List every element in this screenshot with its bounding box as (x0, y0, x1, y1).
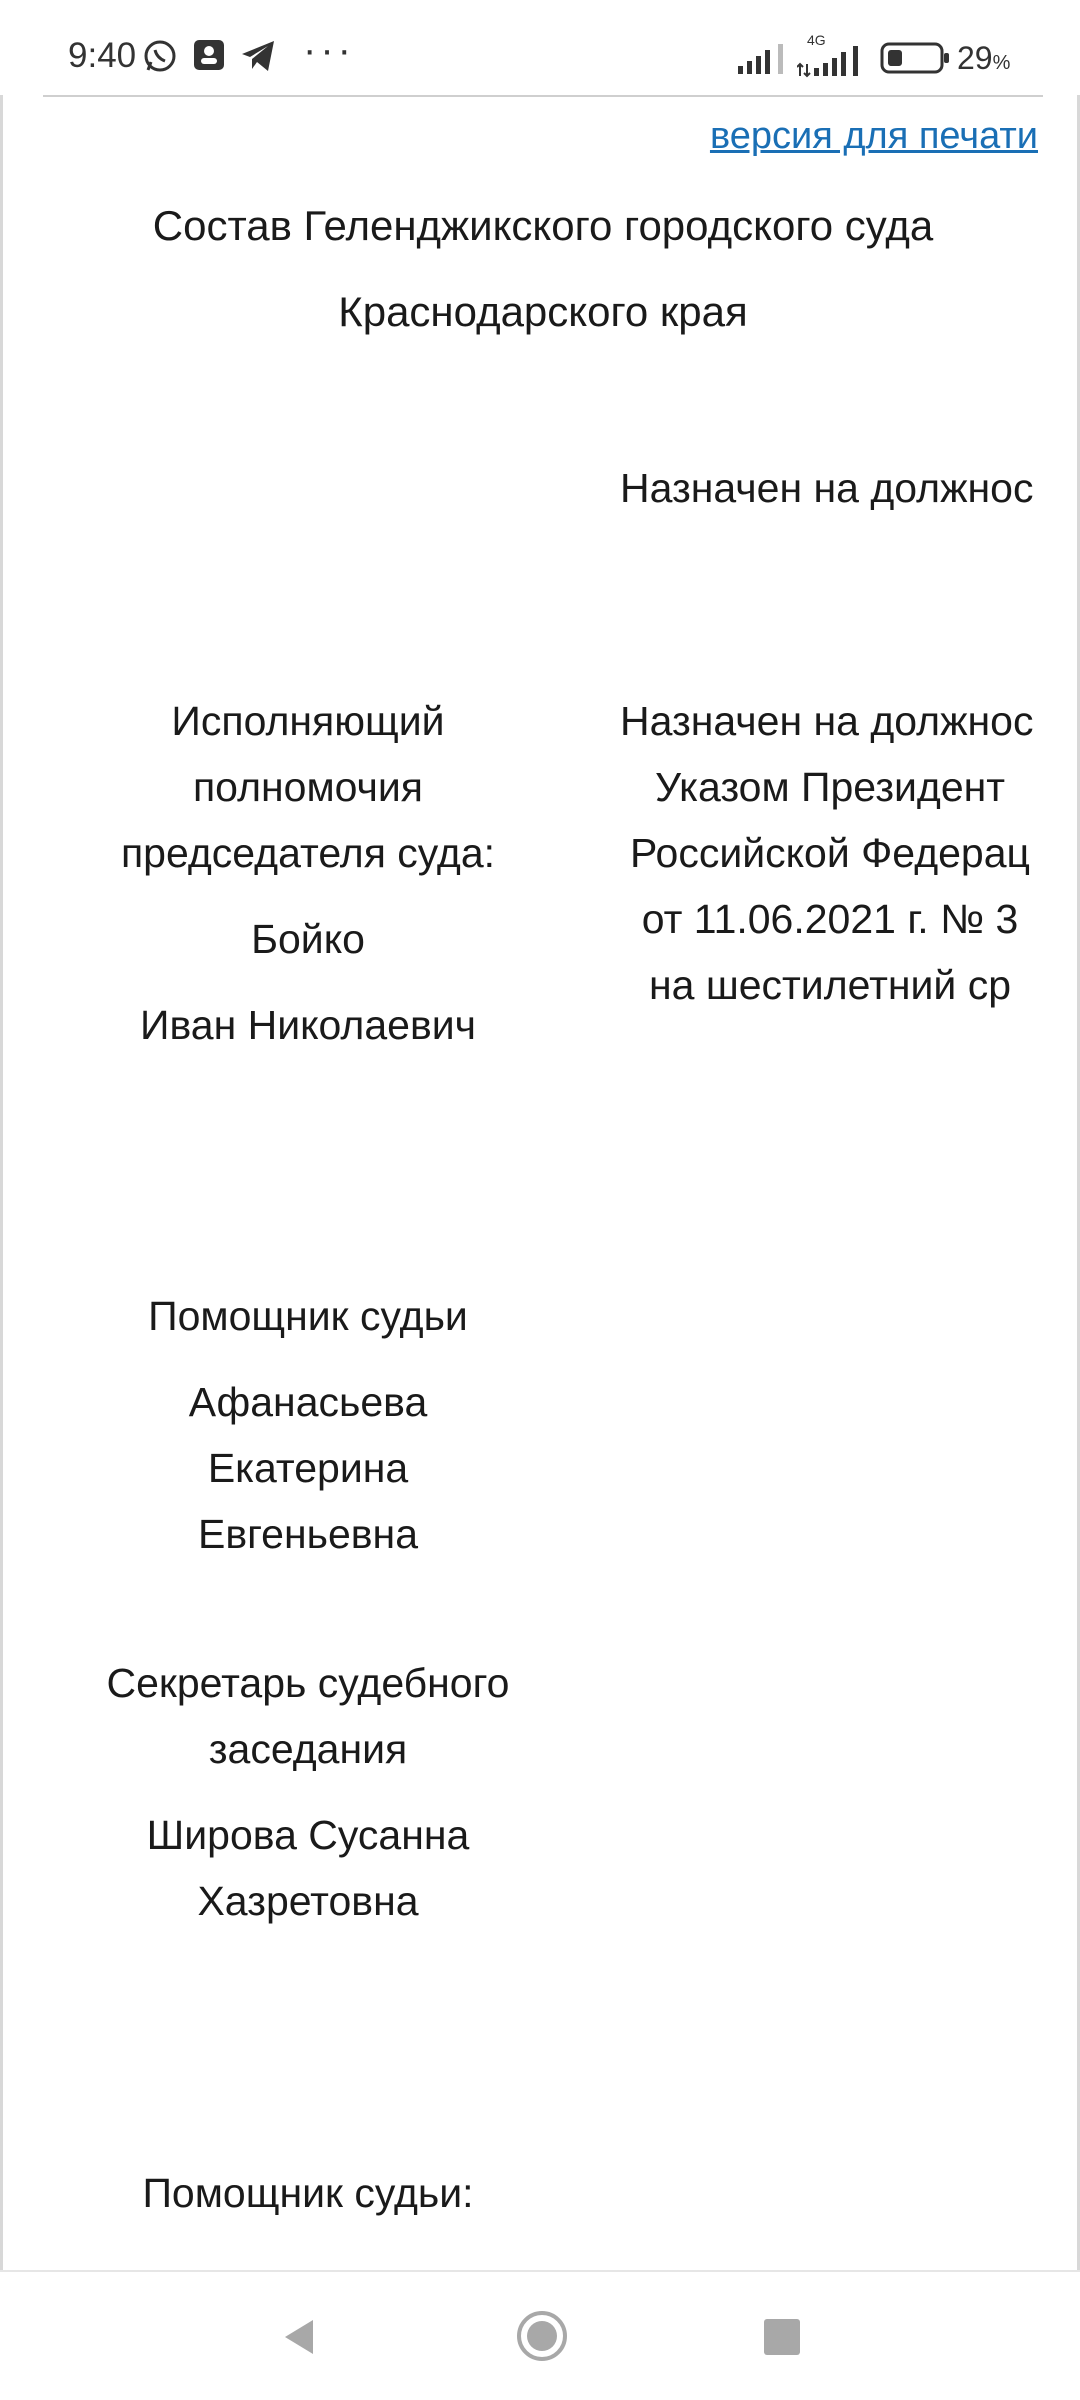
staff-role (43, 1283, 573, 1349)
staff-role (43, 1650, 573, 1782)
role-line: председателя суда: (120, 830, 496, 876)
page-title-line-2: Краснодарского края (338, 288, 748, 335)
contact-card-icon (192, 38, 226, 77)
name-line: Широва Сусанна (146, 1812, 470, 1858)
name-line: Евгеньевна (197, 1511, 418, 1557)
status-bar (0, 0, 1080, 95)
appointment-line: от 11.06.2021 г. № 3 (641, 896, 1019, 942)
staff-entry-assistant-2 (43, 2160, 573, 2226)
staff-entry-chairman (43, 688, 573, 1058)
role-line: Помощник судьи (148, 1293, 468, 1339)
name-line: Екатерина (207, 1445, 409, 1491)
web-page[interactable] (0, 95, 1080, 2270)
role-line: Помощник судьи: (142, 2170, 474, 2216)
staff-role (43, 2160, 573, 2226)
role-line: Секретарь судебного (106, 1660, 510, 1706)
battery-icon (880, 42, 952, 79)
appointment-block (590, 688, 1070, 1018)
page-title (3, 183, 1080, 355)
appointment-line: на шестилетний ср (649, 962, 1011, 1008)
battery-percent-unit: % (992, 52, 1011, 74)
signal-icon (738, 42, 788, 79)
appointment-line: Назначен на должнос (620, 698, 1034, 744)
battery-percent (957, 40, 1010, 77)
print-version-link[interactable]: версия для печати (709, 115, 1038, 157)
staff-entry-secretary (43, 1650, 573, 1934)
staff-name (43, 1369, 573, 1567)
divider (43, 95, 1043, 97)
name-line: Афанасьева (188, 1379, 428, 1425)
network-label: 4G (807, 32, 826, 48)
name-line: Иван Николаевич (139, 1002, 476, 1048)
name-line: Хазретовна (197, 1878, 419, 1924)
page-title-line-1: Состав Геленджикского городского суда (152, 202, 934, 249)
staff-name (43, 1802, 573, 1934)
role-line: Исполняющий (171, 698, 445, 744)
appointment-info (620, 455, 1060, 521)
clock: 9:40 (68, 36, 137, 75)
home-icon[interactable] (515, 2309, 565, 2359)
more-dots-icon: ··· (303, 28, 355, 72)
back-icon[interactable] (275, 2312, 325, 2362)
telegram-icon (240, 38, 278, 79)
whatsapp-icon (142, 38, 178, 79)
appointment-text: Назначен на должнос (620, 465, 1034, 511)
staff-name (43, 906, 573, 1058)
recents-icon[interactable] (757, 2312, 807, 2362)
role-line: заседания (208, 1726, 408, 1772)
role-line: полномочия (192, 764, 424, 810)
appointment-line: Указом Президент (654, 764, 1006, 810)
appointment-info (620, 688, 1043, 1018)
battery-percent-value: 29 (957, 40, 993, 76)
staff-entry-assistant (43, 1283, 573, 1567)
staff-role (43, 688, 573, 886)
appointment-line: Российской Федерац (629, 830, 1031, 876)
navigation-bar (0, 2270, 1080, 2400)
name-line: Бойко (251, 916, 365, 962)
